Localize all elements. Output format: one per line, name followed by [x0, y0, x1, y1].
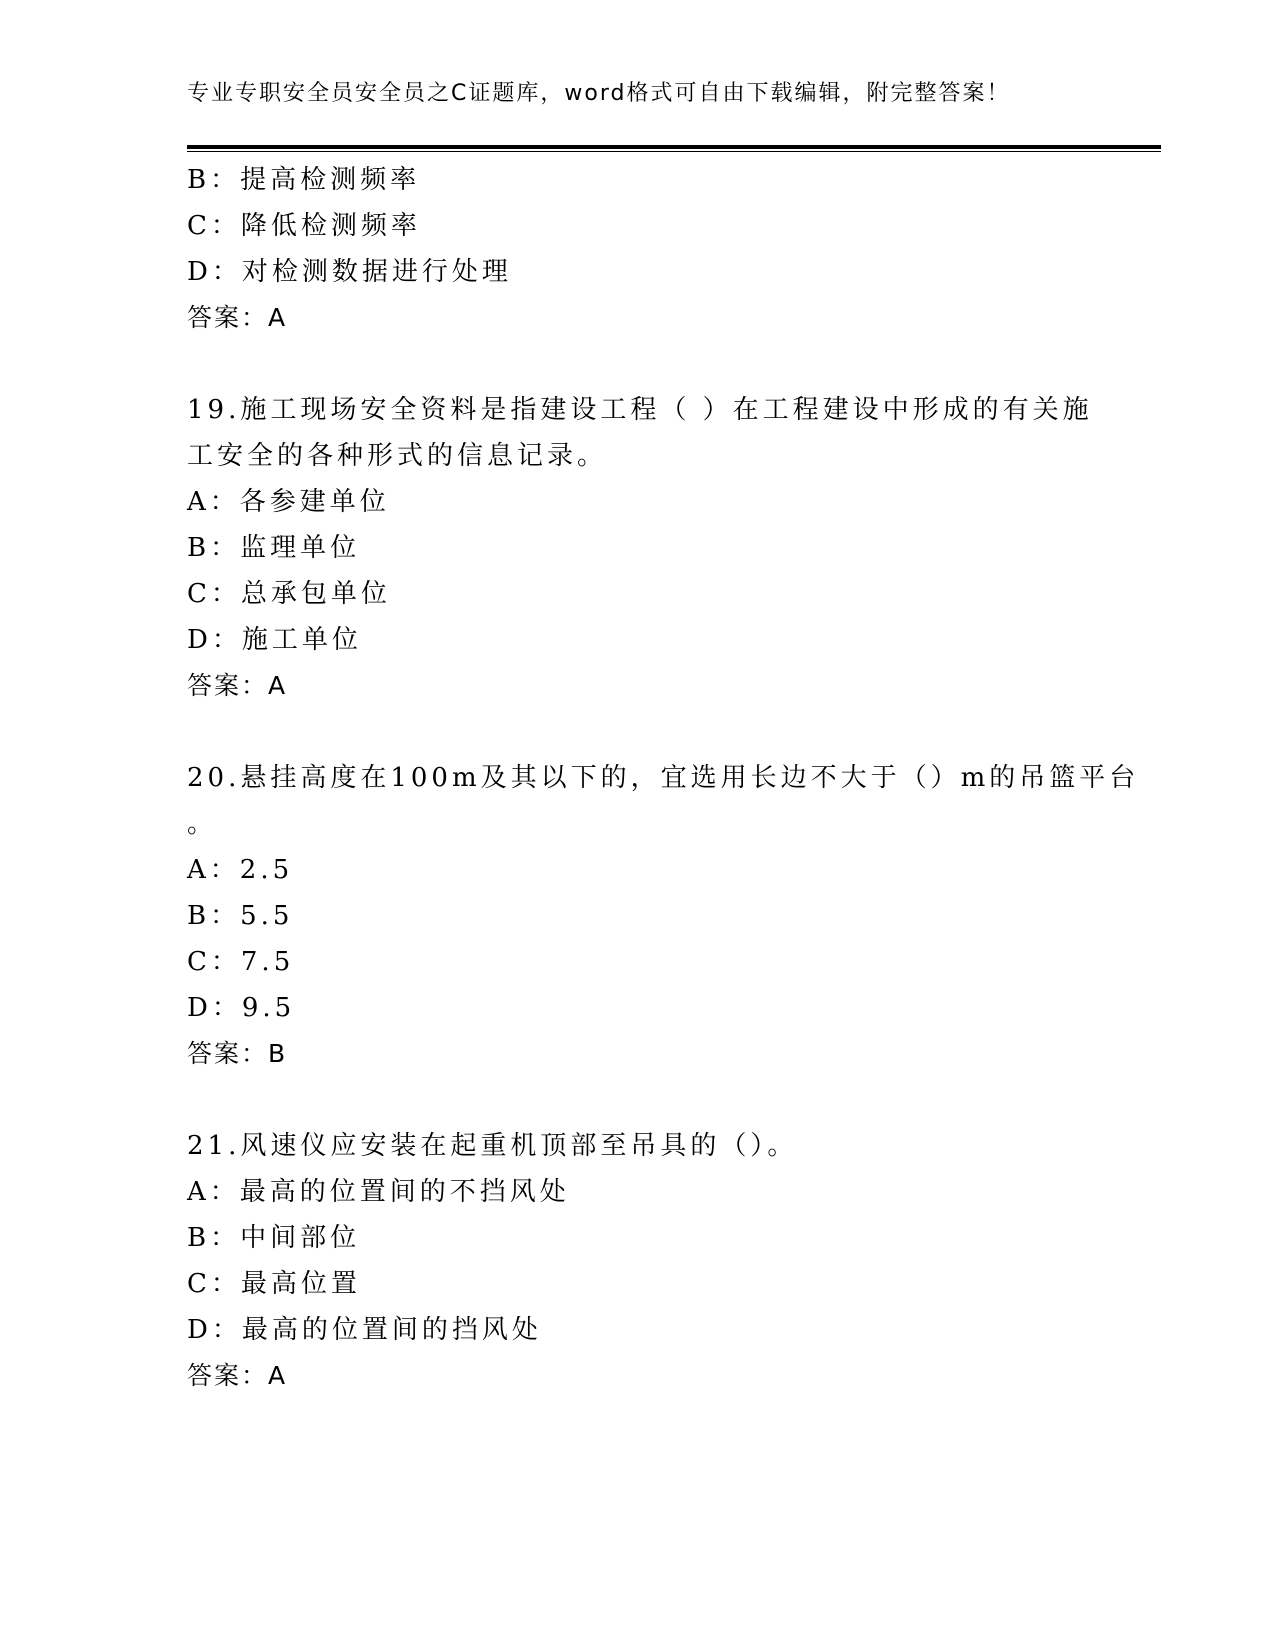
header-rule-thick	[187, 145, 1161, 149]
option-b: B：5.5	[187, 901, 294, 931]
question-18-tail	[187, 157, 1087, 341]
option-b: B：中间部位	[187, 1223, 361, 1253]
option-a: A：各参建单位	[187, 487, 390, 517]
question-stem-continued: 。	[187, 809, 218, 839]
option-c: C：总承包单位	[187, 579, 391, 609]
document-header: 专业专职安全员安全员之C证题库，word格式可自由下载编辑，附完整答案！	[187, 81, 1011, 106]
question-list	[187, 157, 1140, 1399]
option-a: A：最高的位置间的不挡风处	[187, 1177, 570, 1207]
option-b: B：提高检测频率	[187, 165, 421, 195]
question-19	[187, 387, 1093, 709]
question-stem: 19.施工现场安全资料是指建设工程（ ）在工程建设中形成的有关施	[187, 395, 1093, 425]
option-d: D：最高的位置间的挡风处	[187, 1315, 542, 1345]
question-20	[187, 755, 1140, 1077]
option-c: C：最高位置	[187, 1269, 361, 1299]
option-c: C：7.5	[187, 947, 295, 977]
question-stem: 21.风速仪应安装在起重机顶部至吊具的（）。	[187, 1131, 798, 1161]
option-c: C：降低检测频率	[187, 211, 421, 241]
option-a: A：2.5	[187, 855, 294, 885]
answer: 答案：A	[187, 1361, 288, 1390]
header-rule-thin	[187, 151, 1161, 152]
option-b: B：监理单位	[187, 533, 361, 563]
question-stem-continued: 工安全的各种形式的信息记录。	[187, 441, 608, 471]
answer: 答案：B	[187, 1039, 288, 1068]
option-d: D：施工单位	[187, 625, 362, 655]
question-stem: 20.悬挂高度在100m及其以下的，宜选用长边不大于（）m的吊篮平台	[187, 763, 1140, 793]
option-d: D：9.5	[187, 993, 296, 1023]
answer: 答案：A	[187, 671, 288, 700]
answer: 答案：A	[187, 303, 288, 332]
option-d: D：对检测数据进行处理	[187, 257, 512, 287]
question-21	[187, 1123, 1087, 1399]
